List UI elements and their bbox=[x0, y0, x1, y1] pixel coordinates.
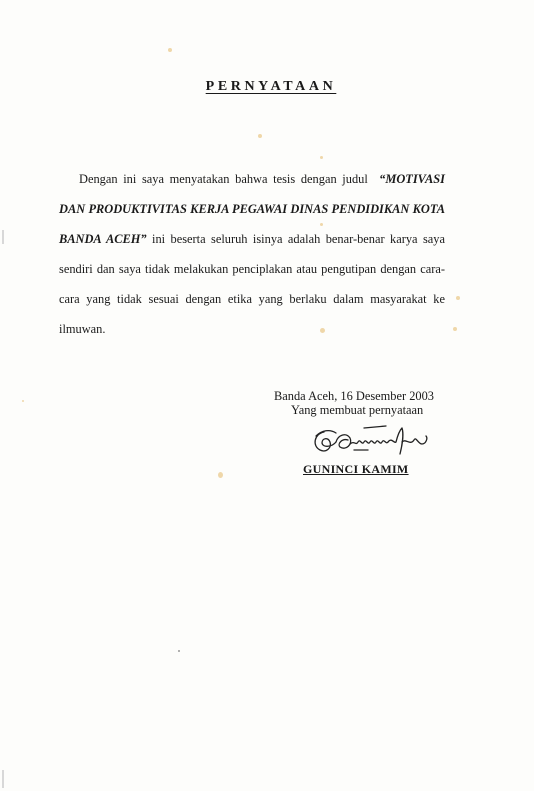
scan-edge-mark bbox=[2, 770, 4, 788]
paper-stain bbox=[453, 327, 457, 331]
title-text: PERNYATAAN bbox=[205, 79, 337, 94]
scan-edge-mark bbox=[2, 230, 4, 244]
thesis-title: “MOTIVASI DAN PRODUKTIVITAS KERJA PEGAWAI DINAS PENDIDIKAN KOTA BANDA ACEH” bbox=[59, 172, 445, 246]
paper-stain bbox=[258, 134, 262, 138]
signature-icon bbox=[306, 420, 446, 458]
page-title bbox=[0, 79, 534, 95]
paper-stain bbox=[22, 400, 24, 402]
paper-stain bbox=[178, 650, 180, 652]
signatory-role: Yang membuat pernyataan bbox=[291, 403, 424, 417]
place-date: Banda Aceh, 16 Desember 2003 bbox=[274, 389, 435, 403]
paper-stain bbox=[218, 472, 223, 478]
signer-name: GUNINCI KAMIM bbox=[303, 462, 409, 476]
signature-block bbox=[268, 389, 448, 417]
paper-stain bbox=[168, 48, 172, 52]
statement-intro: Dengan ini saya menyatakan bahwa tesis dengan judul bbox=[79, 172, 368, 186]
paper-stain bbox=[456, 296, 460, 300]
paper-stain bbox=[320, 156, 323, 159]
statement-body: ini beserta seluruh isinya adalah benar-benar karya saya sendiri dan saya tidak melakukan penciplakan atau pengutipan dengan cara-cara yang tidak sesuai dengan etika yang berlaku dalam masyarakat ke ilmuwan. bbox=[59, 232, 445, 336]
statement-paragraph bbox=[59, 164, 445, 344]
